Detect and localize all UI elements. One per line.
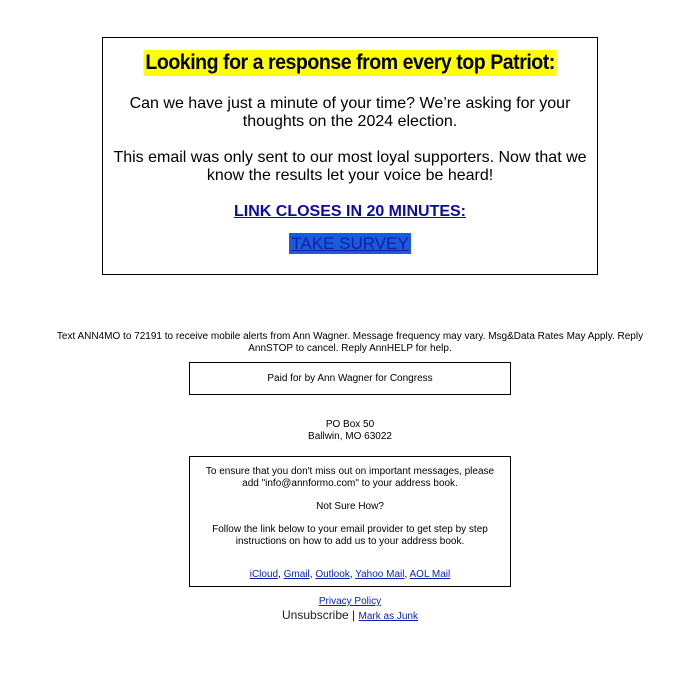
email-footer: [200, 596, 500, 624]
provider-links: iCloud, Gmail, Outlook, Yahoo Mail, AOL Mail: [249, 569, 451, 580]
outlook-link[interactable]: Outlook: [315, 569, 350, 580]
gmail-link[interactable]: Gmail: [283, 569, 310, 580]
headline-wrap: [103, 50, 597, 76]
not-sure-how: Not Sure How?: [316, 501, 384, 512]
address-line-2: Ballwin, MO 63022: [308, 431, 392, 442]
address-book-info-box: [189, 456, 511, 587]
link-closes-link[interactable]: LINK CLOSES IN 20 MINUTES:: [233, 203, 467, 220]
yahoo-mail-link[interactable]: Yahoo Mail: [355, 569, 405, 580]
privacy-policy-link[interactable]: Privacy Policy: [318, 596, 382, 607]
safelist-instructions: To ensure that you don't miss out on important messages, please add "info@annformo.com" to your address book.: [205, 466, 495, 489]
sms-disclaimer: Text ANN4MO to 72191 to receive mobile alerts from Ann Wagner. Message frequency may vary. Msg&Data Rates May Apply. Reply AnnSTOP to cancel. Reply AnnHELP for help.: [56, 331, 644, 354]
intro-paragraph: Can we have just a minute of your time? We’re asking for your thoughts on the 2024 election.: [129, 95, 571, 130]
survey-button-wrap: [103, 233, 597, 254]
aol-mail-link[interactable]: AOL Mail: [409, 569, 451, 580]
survey-callout-box: [102, 37, 598, 275]
separator: |: [352, 608, 356, 622]
headline: Looking for a response from every top Patriot:: [145, 51, 555, 74]
paid-for-box: [189, 362, 511, 395]
mark-as-junk-link[interactable]: Mark as Junk: [358, 611, 418, 622]
mailing-address: [200, 419, 500, 443]
icloud-link[interactable]: iCloud: [249, 569, 279, 580]
provider-instructions: Follow the link below to your email provider to get step by step instructions on how to add us to your address book.: [212, 524, 488, 547]
take-survey-button[interactable]: TAKE SURVEY: [291, 234, 409, 253]
unsubscribe-line: [200, 608, 500, 624]
address-line-1: PO Box 50: [325, 419, 375, 430]
paid-for-text: Paid for by Ann Wagner for Congress: [267, 372, 433, 384]
loyal-supporters-paragraph: This email was only sent to our most loyal supporters. Now that we know the results let your voice be heard!: [113, 149, 587, 184]
unsubscribe-link[interactable]: Unsubscribe: [282, 608, 349, 622]
